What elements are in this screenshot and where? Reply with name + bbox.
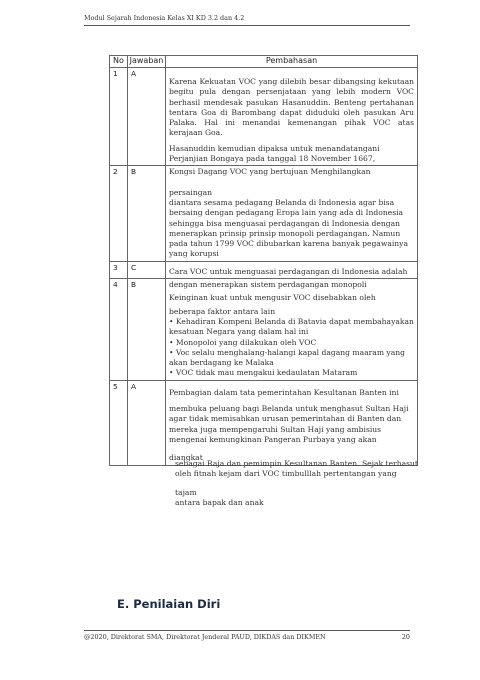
table-row bbox=[110, 166, 418, 261]
explanation-paragraph: Keinginan kuat untuk mengusir VOC disebabkan oleh bbox=[169, 293, 376, 303]
explanation-paragraph: Kongsi Dagang VOC yang bertujuan Menghilangkan bbox=[169, 167, 371, 177]
row-answer: A bbox=[128, 68, 166, 166]
overflow-text bbox=[175, 459, 425, 508]
row-answer: B bbox=[128, 166, 166, 261]
explanation-paragraph: diangkat bbox=[169, 453, 203, 463]
bullet-item: • Kehadiran Kompeni Belanda di Batavia dapat membahayakan kesatuan Negara yang dalam hal ini bbox=[169, 316, 414, 337]
row-answer: A bbox=[128, 380, 166, 465]
row-number: 4 bbox=[110, 279, 128, 381]
column-header-jawaban: Jawaban bbox=[128, 56, 166, 68]
module-header: Modul Sejarah Indonesia Kelas XI KD 3.2 dan 4.2 bbox=[84, 14, 245, 22]
footer-copyright: @2020, Direktorat SMA, Direktorat Jenderal PAUD, DIKDAS dan DIKMEN bbox=[84, 633, 326, 641]
overflow-paragraph: tajam bbox=[175, 487, 197, 497]
row-explanation bbox=[166, 68, 418, 166]
explanation-paragraph: persaingan bbox=[169, 187, 213, 197]
explanation-paragraph: diantara sesama pedagang Belanda di Indonesia agar bisa bersaing dengan pedagang Eropa lain yang ada di Indonesia sehingga bisa menguasai perdagangan di Indonesia dengan menerapkan prinsip prinsip monopoli perdagangan. Namun pada tahun 1799 VOC dibubarkan karena banyak pegawainya yang korupsi bbox=[169, 197, 408, 259]
table-row bbox=[110, 261, 418, 278]
explanation-paragraph: dengan menerapkan sistem perdagangan monopoli bbox=[169, 280, 367, 290]
table-row bbox=[110, 279, 418, 381]
explanation-paragraph: beberapa faktor antara lain bbox=[169, 306, 276, 316]
row-explanation bbox=[166, 279, 418, 381]
explanation-paragraph: membuka peluang bagi Belanda untuk menghasut Sultan Haji agar tidak memisahkan urusan pemerintahan di Banten dan mereka juga mempengaruhi Sultan Haji yang ambisius mengenai kemungkinan Pangeran Purbaya yang akan bbox=[169, 404, 409, 444]
footer-divider bbox=[84, 630, 410, 631]
row-explanation bbox=[166, 166, 418, 261]
section-heading: E. Penilaian Diri bbox=[117, 597, 221, 611]
row-number: 5 bbox=[110, 380, 128, 465]
row-explanation bbox=[166, 380, 418, 465]
bullet-item: • Monopoloi yang dilakukan oleh VOC bbox=[169, 337, 317, 347]
overflow-paragraph: sebagai Raja dan pemimpin Kesultanan Banten. Sejak terhasut oleh fitnah kejam dari VOC timbulllah pertentangan yang bbox=[175, 459, 418, 479]
column-header-no: No bbox=[110, 56, 128, 68]
page-number: 20 bbox=[401, 633, 410, 641]
column-header-pembahasan: Pembahasan bbox=[166, 56, 418, 68]
row-answer: B bbox=[128, 279, 166, 381]
row-number: 3 bbox=[110, 261, 128, 278]
header-divider bbox=[84, 25, 410, 26]
answer-key-table bbox=[109, 55, 418, 466]
explanation-paragraph: Pembagian dalam tata pemerintahan Kesultanan Banten ini bbox=[169, 387, 399, 397]
row-number: 1 bbox=[110, 68, 128, 166]
bullet-item: • Voc selalu menghalang-halangi kapal dagang maaram yang akan berdagang ke Malaka bbox=[169, 347, 406, 368]
row-explanation bbox=[166, 261, 418, 278]
row-number: 2 bbox=[110, 166, 128, 261]
explanation-paragraph: Cara VOC untuk menguasai perdagangan di Indonesia adalah bbox=[169, 266, 408, 276]
bullet-item: • VOC tidak mau mengakui kedaulatan Mataram bbox=[169, 368, 358, 378]
row-answer: C bbox=[128, 261, 166, 278]
table-row bbox=[110, 68, 418, 166]
overflow-paragraph: antara bapak dan anak bbox=[175, 497, 264, 507]
explanation-paragraph: Karena Kekuatan VOC yang dilebih besar dibangsing kekutaan begitu pula dengan persenjataan yang lebih modern VOC berhasil mendesak pasukan Hasanuddin. Benteng pertahanan tentara Goa di Barombang dapat diduduki oleh pasukan Aru Palaka. Hal ini menandai kemenangan pihak VOC atas kerajaan Goa. bbox=[169, 77, 414, 138]
explanation-paragraph: Hasanuddin kemudian dipaksa untuk menandatangani Perjanjian Bongaya pada tanggal 18 November 1667, bbox=[169, 143, 380, 164]
table-header-row bbox=[110, 56, 418, 68]
table-row bbox=[110, 380, 418, 465]
